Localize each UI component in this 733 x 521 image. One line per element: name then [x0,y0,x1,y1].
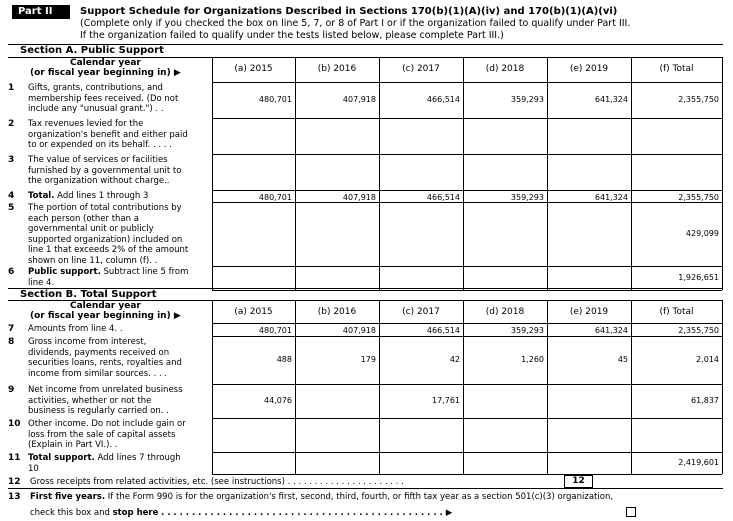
section-b-line-number: 7 [8,324,15,334]
section-a-year-header-sub: (or fiscal year beginning in) ▶ [30,68,181,78]
section-b-cell-a[interactable]: 44,076 [264,396,292,405]
section-a-line-label-text: membership fees received. (Do not [28,93,179,104]
line-13-text-2: check this box and [30,508,110,518]
section-b-title: Section B. Total Support [20,289,157,300]
section-a-line-number: 1 [8,83,15,93]
section-b-col-header: (b) 2016 [317,307,357,317]
section-a-col-header: (c) 2017 [402,64,440,74]
section-a-line-label-text: supported organization) included on [28,234,183,245]
section-a-line-label-text: each person (other than a [28,213,139,224]
section-a-line-label [28,119,210,151]
section-a-line-label-text: line 1 that exceeds 2% of the amount [28,245,189,255]
section-b-cell-f[interactable]: 2,355,750 [678,326,719,335]
section-a-col-header: (e) 2019 [569,64,609,74]
line-13-text-1: If the Form 990 is for the organization's first, second, third, fourth, or fifth tax year as a section 501(c)(3) organization, [107,492,614,502]
part-title: Support Schedule for Organizations Described in Sections 170(b)(1)(A)(iv) and 170(b)(1)(A)(vi) [80,6,618,17]
section-a-year-header: Calendar year [70,58,141,68]
section-a-line-label-text: to or expended on its behalf. . . . . [28,140,172,150]
section-a-line-label-text: line 4. [28,277,55,288]
section-a-line-label [28,191,210,202]
section-b-cell-e[interactable]: 641,324 [594,326,628,335]
section-a-cell-e[interactable]: 641,324 [594,95,628,104]
section-a-line-label-text: furnished by a governmental unit to [28,165,182,176]
section-b-cell-c[interactable]: 17,761 [432,396,460,405]
section-b-cell-b[interactable]: 179 [360,355,376,364]
section-a-cell-a[interactable]: 480,701 [258,193,292,202]
section-a-line-label-text: shown on line 11, column (f). . [28,255,158,266]
line-13-number: 13 [8,492,21,502]
section-b-col-header: (c) 2017 [402,307,440,317]
section-a-cell-f[interactable]: 2,355,750 [678,193,719,202]
part-note-1: (Complete only if you checked the box on line 5, 7, or 8 of Part I or if the organization failed to qualify under Part III. [80,18,631,29]
section-b-cell-d[interactable]: 1,260 [521,355,544,364]
section-b-line-label-text: activities, whether or not the [28,395,152,406]
section-b-col-header: (d) 2018 [485,307,525,317]
line-13-text [30,492,613,502]
section-a-cell-d[interactable]: 359,293 [510,95,544,104]
section-a-line-number: 4 [8,191,15,201]
section-b-line-label [28,324,210,335]
section-a-col-header: (f) Total [659,64,694,74]
section-b-cell-b[interactable]: 407,918 [342,326,376,335]
section-a-line-label-text: Subtract line 5 from [103,267,189,277]
section-b-col-header: (f) Total [659,307,694,317]
section-a-line-number: 3 [8,155,15,165]
section-b-cell-f[interactable]: 2,014 [696,355,719,364]
line-13-bold: First five years. [30,492,106,502]
section-a-line-label-text: The portion of total contributions by [28,203,182,213]
section-b-year-header: Calendar year [70,301,141,311]
section-a-cell-f[interactable]: 1,926,651 [678,273,719,282]
section-a-line-number: 2 [8,119,15,129]
section-b-line-label-text: dividends, payments received on [28,347,170,358]
section-b-cell-f[interactable]: 2,419,601 [678,458,719,467]
section-b-col-header: (e) 2019 [569,307,609,317]
section-b-line-label-text: Other income. Do not include gain or [28,419,186,429]
section-a-col-header: (b) 2016 [317,64,357,74]
section-b-col-header: (a) 2015 [234,307,273,317]
section-b-line-number: 9 [8,385,15,395]
section-a-cell-b[interactable]: 407,918 [342,193,376,202]
section-a-line-label-bold: Public support. [28,267,101,277]
section-b-line-label-text: 10 [28,463,39,474]
section-a-line-label-text: include any "unusual grant.") . . [28,104,164,114]
line-13-text-2-wrap [30,508,452,518]
section-b-cell-d[interactable]: 359,293 [510,326,544,335]
section-b-line-label [28,337,210,379]
section-b-cell-e[interactable]: 45 [617,355,628,364]
section-b-cell-a[interactable]: 488 [276,355,292,364]
line-12-label: Gross receipts from related activities, etc. (see instructions) . . . . . . . . . . . . . . . . . . . . . . [30,477,404,487]
section-a-line-label [28,83,210,115]
section-a-line-label-text: governmental unit or publicly [28,224,154,234]
section-a-line-number: 5 [8,203,15,213]
section-b-line-label [28,385,210,417]
section-b-line-label-text: securities loans, rents, royalties and [28,358,182,368]
section-a-line-label-text: Gifts, grants, contributions, and [28,83,163,93]
section-b-cell-f[interactable]: 61,837 [691,396,719,405]
section-b-line-label-text: income from similar sources. . . . [28,368,168,379]
part-tag-label: Part II [18,6,53,17]
section-a-cell-a[interactable]: 480,701 [258,95,292,104]
section-b-cell-c[interactable]: 42 [449,355,460,364]
section-b-line-label-bold: Total support. [28,453,95,463]
section-a-line-label-text: organization's benefit and either paid [28,129,188,140]
part-note-2: If the organization failed to qualify under the tests listed below, please complete Part III.) [80,30,504,41]
section-a-line-label-bold: Total. [28,191,55,201]
section-a-cell-e[interactable]: 641,324 [594,193,628,202]
section-a-line-label [28,155,210,187]
section-a-cell-c[interactable]: 466,514 [426,95,460,104]
section-a-col-header: (d) 2018 [485,64,525,74]
section-a-cell-c[interactable]: 466,514 [426,193,460,202]
section-b-line-number: 8 [8,337,15,347]
section-a-line-label [28,203,210,266]
section-b-line-label [28,453,210,474]
section-a-title: Section A. Public Support [20,45,164,56]
section-b-cell-c[interactable]: 466,514 [426,326,460,335]
section-a-cell-f[interactable]: 2,355,750 [678,95,719,104]
section-b-line-number: 11 [8,453,21,463]
section-b-line-number: 10 [8,419,21,429]
first-five-years-checkbox[interactable] [626,507,636,517]
section-a-col-header: (a) 2015 [234,64,273,74]
line-12-number: 12 [8,477,21,487]
section-b-cell-a[interactable]: 480,701 [258,326,292,335]
section-a-cell-b[interactable]: 407,918 [342,95,376,104]
section-b-line-label-text: (Explain in Part VI.). . [28,440,118,450]
section-b-line-label-text: business is regularly carried on. . [28,406,169,416]
section-a-line-number: 6 [8,267,15,277]
section-b-line-label-text: Gross income from interest, [28,337,147,347]
section-a-line-label-text: the organization without charge.. [28,176,170,186]
section-b-year-header-sub: (or fiscal year beginning in) ▶ [30,311,181,321]
line-13-dots: . . . . . . . . . . . . . . . . . . . . . . . . . . . . . . . . . . . . . . . . . . . . . . ▶ [161,508,453,518]
section-a-cell-d[interactable]: 359,293 [510,193,544,202]
section-b-line-label-text: loss from the sale of capital assets [28,429,176,440]
section-a-line-label-text: The value of services or facilities [28,155,168,165]
section-a-cell-f[interactable]: 429,099 [685,229,719,238]
section-b-line-label [28,419,210,451]
line-12-box: 12 [564,475,593,488]
line-13-stop: stop here [112,508,159,518]
section-a-line-label [28,267,210,288]
section-a-line-label-text: Tax revenues levied for the [28,119,144,129]
section-a-line-label-text: Add lines 1 through 3 [57,191,149,201]
section-b-line-label-text: Net income from unrelated business [28,385,183,395]
section-b-line-label-text: Amounts from line 4. . [28,324,123,334]
section-b-line-label-text: Add lines 7 through [97,453,181,463]
